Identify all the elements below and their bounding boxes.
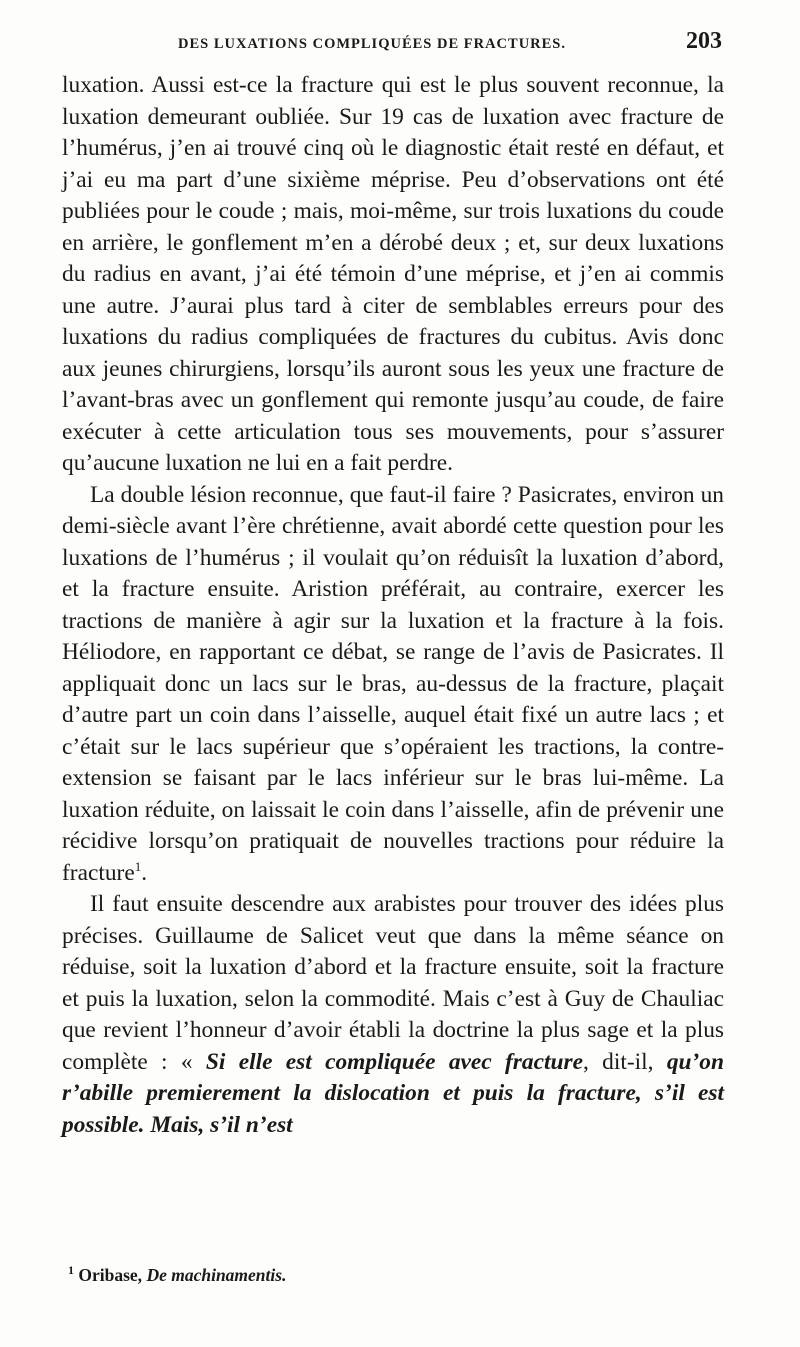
page-header <box>62 28 722 68</box>
paragraph-3 <box>62 889 724 1141</box>
paragraph-text: luxation. Aussi est-ce la fracture qui est le plus souvent reconnue, la luxation demeurant oubliée. Sur 19 cas de luxation avec fracture de l’humérus, j’en ai trouvé cinq où le diagnostic était resté en défaut, et j’ai eu ma part d’une sixième méprise. Peu d’observations ont été publiées pour le coude ; mais, moi-même, sur trois luxations du coude en arrière, le gonflement m’en a dérobé deux ; et, sur deux luxations du radius en avant, j’ai été témoin d’une méprise, et j’en ai commis une autre. J’aurai plus tard à citer de semblables erreurs pour des luxations du radius compliquées de fractures du cubitus. Avis donc aux jeunes chirurgiens, lorsqu’ils auront sous les yeux une fracture de l’avant-bras avec un gonflement qui remonte jusqu’au coude, de faire exécuter à cette articulation tous ses mouvements, pour s’assurer qu’aucune luxation ne lui en a fait perdre. <box>62 72 724 476</box>
running-title: DES LUXATIONS COMPLIQUÉES DE FRACTURES. <box>178 36 566 52</box>
body-text <box>62 70 724 1141</box>
quotation-italic: Si elle est compliquée avec fracture <box>205 1048 583 1075</box>
quotation-italic: qu’on r’abille premierement la dislocation et puis la fracture, s’il est possible. Mais, s’il n’est <box>62 1048 725 1138</box>
quotation-plain: , dit-il, <box>582 1048 667 1075</box>
footnote-work-title: De machinamentis. <box>146 1264 287 1285</box>
page-number: 203 <box>686 28 722 54</box>
paragraph-text: La double lésion reconnue, que faut-il faire ? Pasicrates, environ un demi-siècle avant l’ère chrétienne, avait abordé cette question pour les luxations de l’humérus ; il voulait qu’on réduisît la luxation d’abord, et la fracture ensuite. Aristion préférait, au contraire, exercer les tractions de manière à agir sur la luxation et la fracture à la fois. Héliodore, en rapportant ce débat, se range de l’avis de Pasicrates. Il appliquait donc un lacs sur le bras, au-dessus de la fracture, plaçait d’autre part un coin dans l’aisselle, auquel était fixé un autre lacs ; et c’était sur le lacs supérieur que s’opéraient les tractions, la contre-extension se faisant par le lacs inférieur sur le bras lui-même. La luxation réduite, on laissait le coin dans l’aisselle, afin de prévenir une récidive lorsqu’on pratiquait de nouvelles tractions pour réduire la fracture <box>62 481 724 886</box>
paragraph-text: Il faut ensuite descendre aux arabistes pour trouver des idées plus précises. Guillaume de Salicet veut que dans la même séance on réduise, soit la luxation d’abord et la fracture ensuite, soit la fracture et puis la luxation, selon la commodité. Mais c’est à Guy de Chauliac que revient l’honneur d’avoir établi la doctrine la plus sage et la plus complète : « <box>62 891 724 1075</box>
paragraph-tail: . <box>141 859 148 886</box>
paragraph-2 <box>62 480 724 890</box>
paragraph-1 <box>62 70 724 480</box>
footnote <box>68 1263 286 1286</box>
footnote-number: 1 <box>68 1263 74 1277</box>
footnote-reference: 1 <box>134 858 142 874</box>
footnote-author: Oribase, <box>78 1264 143 1285</box>
